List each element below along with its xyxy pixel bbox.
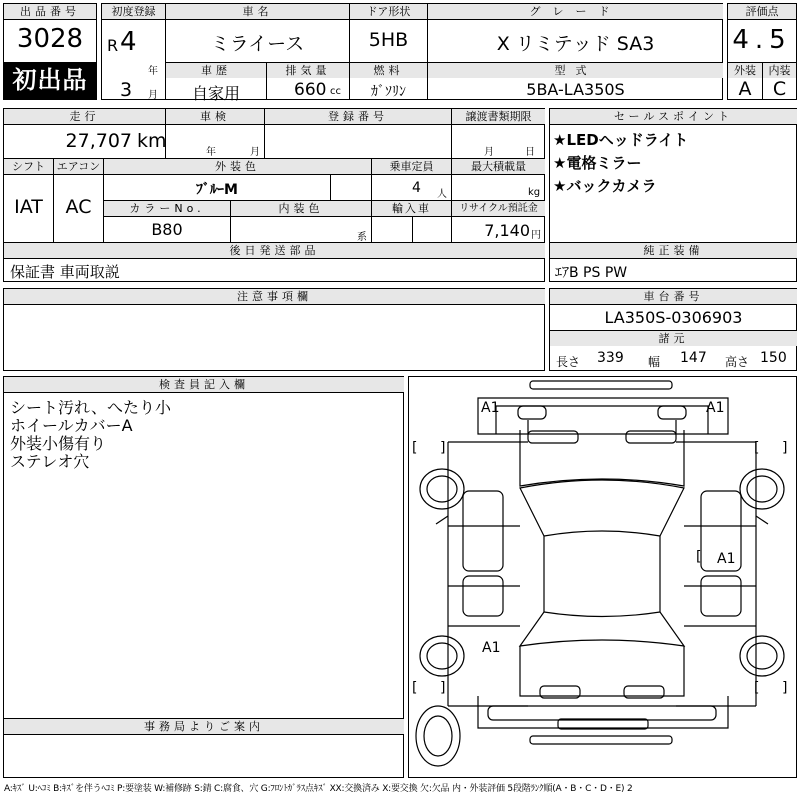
transfer-month-unit: 月 <box>484 147 494 158</box>
displacement: 660 <box>294 80 327 100</box>
inspection-year-unit: 年 <box>206 147 216 158</box>
door-label: ドア形状 <box>350 4 427 19</box>
bracket-mark: [ <box>412 680 418 696</box>
interior-score: C <box>772 78 787 100</box>
damage-mark: A1 <box>481 400 500 416</box>
recycle-unit: 円 <box>531 230 541 241</box>
bracket-mark: [ <box>754 440 760 456</box>
later-parts: 保証書 車両取説 <box>10 263 120 281</box>
import-label: 輸入車 <box>372 201 451 216</box>
length-label: 長さ <box>556 355 581 369</box>
mileage: 27,707 <box>65 130 132 152</box>
grade: X リミテッド SA3 <box>496 33 655 55</box>
bracket-mark: ] <box>440 440 446 456</box>
caution-label: 注意事項欄 <box>4 289 545 304</box>
exterior-score-label: 外装 <box>728 63 762 78</box>
equipment-label: 純正装備 <box>550 243 797 258</box>
bracket-mark: ] <box>782 440 788 456</box>
interior-score-label: 内装 <box>763 63 796 78</box>
capacity-unit: 人 <box>437 189 447 200</box>
era-letter: R <box>107 36 119 55</box>
month-unit: 月 <box>148 90 158 101</box>
reg-month: 3 <box>120 79 133 101</box>
car-name: ミライース <box>210 33 305 55</box>
damage-mark: A1 <box>482 640 501 656</box>
bracket-mark: [ <box>412 440 418 456</box>
chassis-number: LA350S-0306903 <box>604 308 743 327</box>
height: 150 <box>760 350 787 366</box>
color-no: B80 <box>151 220 183 239</box>
height-label: 高さ <box>725 355 750 369</box>
car-name-label: 車名 <box>166 4 349 19</box>
door-type: 5HB <box>368 29 409 51</box>
car-body-diagram <box>408 376 797 778</box>
model-code: 5BA-LA350S <box>526 80 625 99</box>
transfer-day-unit: 日 <box>525 147 535 158</box>
equipment: ｴｱB PS PW <box>555 265 628 281</box>
damage-mark: A1 <box>706 400 725 416</box>
sales-point-item: ★バックカメラ <box>553 177 657 195</box>
inspection-label: 車検 <box>166 109 264 124</box>
exterior-score: A <box>738 78 752 100</box>
inspector-note: シート汚れ、へたり小 <box>10 398 171 417</box>
bracket-mark: ] <box>440 680 446 696</box>
dimensions-label: 諸元 <box>550 331 797 346</box>
recycle-deposit: 7,140 <box>484 221 530 240</box>
ac: AC <box>65 196 92 218</box>
fuel-label: 燃料 <box>350 63 427 78</box>
color-no-label: カラーNo. <box>104 201 230 216</box>
bracket-mark: [ <box>696 549 702 565</box>
inspector-note: ステレオ穴 <box>10 452 90 471</box>
later-parts-label: 後日発送部品 <box>4 243 545 258</box>
office-label: 事務局よりご案内 <box>4 719 404 734</box>
displacement-unit: cc <box>330 86 341 97</box>
width: 147 <box>680 350 707 366</box>
inspector-note: ホイールカバーA <box>10 416 133 435</box>
sales-point-item: ★LEDヘッドライト <box>553 131 689 149</box>
capacity: 4 <box>412 180 421 196</box>
fuel: ｶﾞｿﾘﾝ <box>371 84 406 100</box>
first-listing-badge: 初出品 <box>3 62 97 99</box>
inspector-label: 検査員記入欄 <box>4 377 404 392</box>
lot-number-label: 出品番号 <box>4 4 96 19</box>
history-label: 車歴 <box>166 63 266 78</box>
transfer-deadline-label: 譲渡書類期限 <box>452 109 545 124</box>
sales-point-item: ★電格ミラー <box>553 154 642 172</box>
bracket-mark: [ <box>754 680 760 696</box>
history: 自家用 <box>191 84 240 103</box>
ext-color-label: 外装色 <box>104 159 371 174</box>
reg-year: 4 <box>120 27 137 57</box>
shift: IAT <box>14 196 43 218</box>
mileage-unit: km <box>137 130 167 152</box>
year-unit: 年 <box>148 66 158 77</box>
int-color-suffix: 系 <box>357 232 367 243</box>
ac-label: エアコン <box>54 159 103 174</box>
max-load-label: 最大積載量 <box>452 159 545 174</box>
damage-legend: A:ｷｽﾞ U:ﾍｺﾐ B:ｷｽﾞを伴うﾍｺﾐ P:要塗装 W:補修跡 S:錆 C:腐食、穴 G:ﾌﾛﾝﾄｶﾞﾗｽ点ｷｽﾞ XX:交換済み X:要交換 欠:欠品 内・外装評価 5段階ﾗﾝｸ順(A・B・C・D・E) 2 <box>4 784 633 794</box>
max-load-unit: kg <box>528 187 541 198</box>
displacement-label: 排気量 <box>267 63 349 78</box>
shift-label: シフト <box>4 159 53 174</box>
damage-mark: A1 <box>717 551 736 567</box>
inspection-month-unit: 月 <box>250 147 260 158</box>
length: 339 <box>597 350 624 366</box>
mileage-label: 走行 <box>4 109 165 124</box>
chassis-label: 車台番号 <box>550 289 797 304</box>
lot-number: 3028 <box>16 24 84 54</box>
int-color-label: 内装色 <box>231 201 371 216</box>
ext-color: ﾌﾞﾙｰM <box>196 182 238 198</box>
model-code-label: 型式 <box>428 63 723 78</box>
reg-number-label: 登録番号 <box>265 109 451 124</box>
recycle-label: リサイクル預託金 <box>452 201 545 216</box>
capacity-label: 乗車定員 <box>372 159 451 174</box>
first-reg-label: 初度登録 <box>102 4 165 19</box>
overall-score: 4.5 <box>732 25 792 55</box>
width-label: 幅 <box>648 355 661 369</box>
grade-label: グレード <box>428 4 723 19</box>
score-label: 評価点 <box>728 4 796 19</box>
inspector-note: 外装小傷有り <box>10 434 107 453</box>
bracket-mark: ] <box>782 680 788 696</box>
sales-points-label: セールスポイント <box>550 109 797 124</box>
